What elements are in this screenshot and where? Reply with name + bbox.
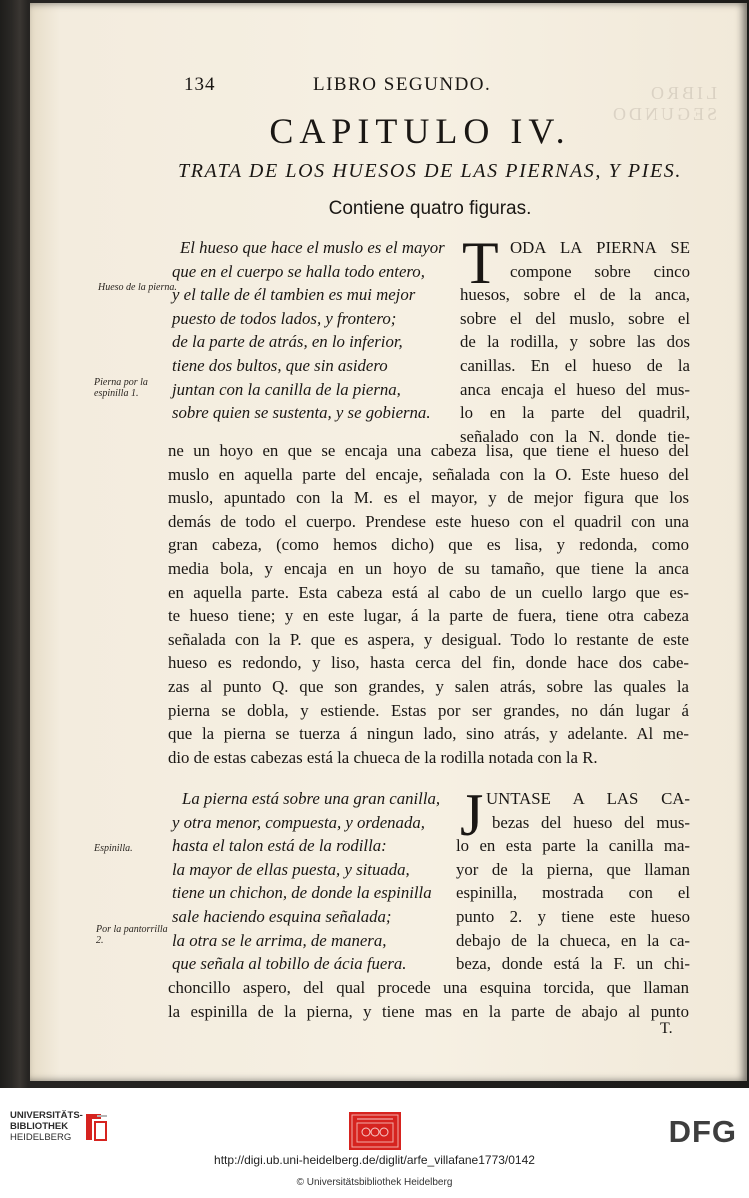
verse-stanza xyxy=(172,787,440,976)
chapter-title: CAPITULO IV. xyxy=(269,111,571,151)
digital-collection-logo[interactable] xyxy=(349,1112,401,1150)
viewer-footer xyxy=(0,1088,749,1198)
prose-line: gran cabeza, (como hemos dicho) que es lisa, y redonda, como xyxy=(168,535,689,555)
verse-line: El hueso que hace el muslo es el mayor xyxy=(180,238,445,257)
prose-line: que la pierna se tuerza á ningun lado, sino atrás, y adelante. Al me- xyxy=(168,724,689,744)
verse-stanza xyxy=(172,236,445,425)
drop-cap: J xyxy=(460,782,484,848)
permalink-url[interactable]: http://digi.ub.uni-heidelberg.de/diglit/arfe_villafane1773/0142 xyxy=(214,1153,535,1167)
running-header xyxy=(184,74,694,98)
prose-line: beza, donde está la F. un chi- xyxy=(456,954,690,974)
prose-line: espinilla, mostrada con el xyxy=(456,883,690,903)
prose-line: lo en esta parte la canilla ma- xyxy=(456,836,690,856)
prose-block xyxy=(168,976,689,1023)
prose-line: muslo en aquella parte del encaje, señalada con la O. Este hueso del xyxy=(168,464,689,484)
university-library-logo[interactable] xyxy=(10,1110,105,1150)
prose-line: ne un hoyo en que se encaja una cabeza lisa, que tiene el hueso del xyxy=(168,441,689,460)
library-line: BIBLIOTHEK xyxy=(10,1121,69,1132)
verse-line: La pierna está sobre una gran canilla, xyxy=(182,789,441,808)
verse-line: puesto de todos lados, y frontero; xyxy=(172,308,397,328)
prose-line: sobre el del muslo, sobre el xyxy=(460,308,690,328)
running-title: LIBRO SEGUNDO. xyxy=(313,74,492,95)
margin-note: Por la pantorrilla 2. xyxy=(96,924,168,946)
verse-line: y el talle de él tambien es mui mejor xyxy=(172,285,416,305)
catchword: T. xyxy=(660,1020,673,1037)
prose-line: en aquella parte. Esta cabeza está al cabo de un cuello largo que es- xyxy=(168,582,689,602)
prose-line: bezas del hueso del mus- xyxy=(492,812,690,832)
verse-line: que en el cuerpo se halla todo entero, xyxy=(172,261,425,281)
prose-line: compone sobre cinco xyxy=(510,261,690,281)
prose-line: yor de la pierna, que llaman xyxy=(456,859,690,879)
prose-line: pierna se dobla, y estiende. Estas por ser grandes, no dán lugar á xyxy=(168,700,689,720)
prose-line: debajo de la chueca, en la ca- xyxy=(456,930,690,950)
prose-line: zas al punto Q. que son grandes, y salen atrás, sobre las quales la xyxy=(168,676,689,696)
margin-note: Espinilla. xyxy=(94,843,133,854)
prose-line: muslo, apuntado con la M. es el mayor, y de mejor figura que los xyxy=(168,488,689,508)
library-line: UNIVERSITÄTS- xyxy=(10,1110,83,1121)
prose-line: demás de todo el cuerpo. Prendese este hueso con el quadril con una xyxy=(168,511,689,531)
verse-line: juntan con la canilla de la pierna, xyxy=(172,379,401,399)
verse-line: la otra se le arrima, de manera, xyxy=(172,930,387,950)
prose-line: UNTASE A LAS CA- xyxy=(486,789,690,808)
prose-line: anca encaja el hueso del mus- xyxy=(460,379,690,399)
verse-line: sale haciendo esquina señalada; xyxy=(172,906,392,926)
page-number: 134 xyxy=(184,74,216,95)
prose-line: de la rodilla, y sobre las dos xyxy=(460,332,690,352)
prose-line: punto 2. y tiene este hueso xyxy=(456,906,690,926)
ornament-icon xyxy=(349,1112,401,1150)
verse-line: tiene un chichon, de donde la espinilla xyxy=(172,883,432,903)
copyright-notice: © Universitätsbibliothek Heidelberg xyxy=(296,1177,453,1188)
library-mark-icon xyxy=(83,1110,109,1144)
prose-line: ODA LA PIERNA SE xyxy=(510,238,690,257)
chapter-subtitle: TRATA DE LOS HUESOS DE LAS PIERNAS, Y PIES. xyxy=(178,160,682,182)
verse-line: la mayor de ellas puesta, y situada, xyxy=(172,859,410,879)
prose-column xyxy=(456,782,690,977)
drop-cap: T xyxy=(462,230,499,296)
bleed-through: LIBRO SEGUNDO xyxy=(609,83,717,124)
verse-line: hasta el talon está de la rodilla: xyxy=(172,836,387,856)
prose-line: señalado con la N. donde tie- xyxy=(460,426,690,446)
library-line: HEIDELBERG xyxy=(10,1132,72,1143)
prose-column xyxy=(460,230,690,448)
verse-line: sobre quien se sustenta, y se gobierna. xyxy=(172,403,431,423)
dfg-logo[interactable]: DFG xyxy=(668,1114,737,1149)
prose-line: la espinilla de la pierna, y tiene mas en la parte de abajo al punto xyxy=(168,1001,689,1021)
prose-line: dio de estas cabezas está la chueca de la rodilla notada con la R. xyxy=(168,747,598,767)
prose-line: señalada con la P. que es aspera, y desigual. Todo lo restante de este xyxy=(168,629,689,649)
prose-line: canillas. En el hueso de la xyxy=(460,355,690,375)
verse-line: tiene dos bultos, que sin asidero xyxy=(172,355,388,375)
prose-line: huesos, sobre el de la anca, xyxy=(460,285,690,305)
margin-note: Pierna por la espinilla 1. xyxy=(94,377,148,399)
prose-line: choncillo aspero, del qual procede una esquina torcida, que llaman xyxy=(168,978,689,997)
prose-line: hueso es redondo, y liso, hasta cerca del fin, donde hace dos cabe- xyxy=(168,653,689,673)
prose-line: lo en la parte del quadril, xyxy=(460,403,690,423)
prose-line: te hueso tiene; y en este lugar, á la parte de fuera, tiene otra cabeza xyxy=(168,606,689,626)
prose-block xyxy=(168,439,689,769)
verse-line: de la parte de atrás, en lo inferior, xyxy=(172,332,403,352)
verse-line: que señala al tobillo de ácia fuera. xyxy=(172,954,407,974)
contains-note: Contiene quatro figuras. xyxy=(328,198,532,219)
margin-note: Hueso de la pierna. xyxy=(98,282,177,293)
prose-line: media bola, y encaja en un hoyo de su tamaño, que tiene la anca xyxy=(168,558,689,578)
verse-line: y otra menor, compuesta, y ordenada, xyxy=(172,812,425,832)
